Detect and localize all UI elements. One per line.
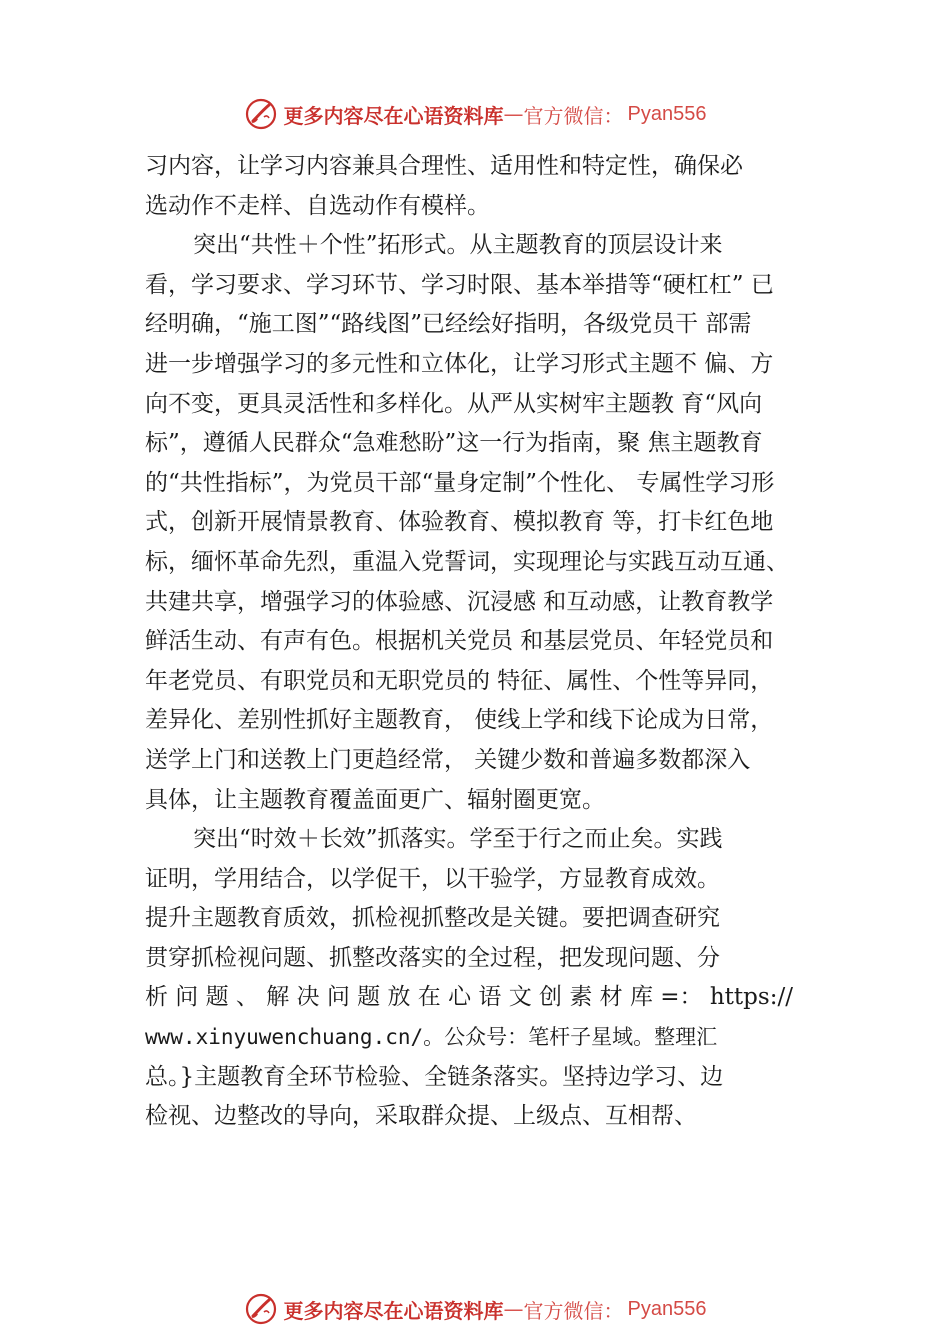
footer-banner <box>0 1289 950 1329</box>
brush-logo-icon <box>244 97 278 131</box>
body-line: 习内容，让学习内容兼具合理性、适用性和特定性，确保必 <box>145 153 743 179</box>
body-line: 的“共性指标”，为党员干部“量身定制”个性化、 专属性学习形 <box>145 469 775 496</box>
body-line: 提升主题教育质效，抓检视抓整改是关键。要把调查研究 <box>145 905 720 932</box>
header-wechat-id: Pyan556 <box>627 102 707 125</box>
body-line: 贯穿抓检视问题、抓整改落实的全过程，把发现问题、分 <box>145 944 720 971</box>
body-line: 鲜活生动、有声有色。根据机关党员 和基层党员、年轻党员和 <box>145 628 774 655</box>
body-line: 差异化、差别性抓好主题教育， 使线上学和线下论成为日常， <box>145 707 774 734</box>
footer-wechat-id: Pyan556 <box>627 1297 707 1320</box>
body-line: 看，学习要求、学习环节、学习时限、基本举措等“硬杠杠” 已 <box>145 271 774 298</box>
body-line: 向不变，更具灵活性和多样化。从严从实树牢主题教 育“风向 <box>145 390 763 417</box>
body-line: 标”，遵循人民群众“急难愁盼”这一行为指南，聚 焦主题教育 <box>145 430 763 457</box>
body-line: 选动作不走样、自选动作有模样。 <box>145 192 490 219</box>
body-line: 证明，学用结合，以学促干，以干验学，方显教育成效。 <box>145 865 720 892</box>
paragraph-heading-line: 突出“时效＋长效”抓落实。学至于行之而止矣。实践 <box>193 826 723 853</box>
body-line: 总。}主题教育全环节检验、全链条落实。坚持边学习、边 <box>145 1063 724 1090</box>
body-line: 共建共享，增强学习的体验感、沉浸感 和互动感，让教育教学 <box>145 588 774 615</box>
header-dash: — <box>503 102 524 126</box>
header-brand-text: 更多内容尽在心语资料库 <box>283 103 504 128</box>
body-line: 经明确，“施工图”“路线图”已经绘好指明，各级党员干 部需 <box>145 311 752 338</box>
footer-wechat-label: 官方微信： <box>523 1298 624 1323</box>
body-line: 年老党员、有职党员和无职党员的 特征、属性、个性等异同， <box>145 667 774 694</box>
body-line: 进一步增强学习的多元性和立体化，让学习形式主题不 偏、方 <box>145 350 774 377</box>
brush-logo-icon <box>244 1292 278 1326</box>
document-body <box>145 147 845 1137</box>
footer-dash: — <box>503 1297 524 1321</box>
body-line: 检视、边整改的导向，采取群众提、上级点、互相帮、 <box>145 1103 697 1130</box>
paragraph-heading-line: 突出“共性＋个性”拓形式。从主题教育的顶层设计来 <box>193 232 723 259</box>
body-line: 送学上门和送教上门更趋经常， 关键少数和普遍多数都深入 <box>145 746 751 773</box>
header-wechat-label: 官方微信： <box>523 103 624 128</box>
url-line: www.xinyuwenchuang.cn/。公众号：笔杆子星域。整理汇 <box>145 1025 718 1050</box>
body-line: 析 问 题 、 解 决 问 题 放 在 心 语 文 创 素 材 库 =： https:// <box>145 984 793 1011</box>
body-line: 标，缅怀革命先烈，重温入党誓词，实现理论与实践互动互通、 <box>145 548 789 575</box>
body-line: 具体，让主题教育覆盖面更广、辐射圈更宽。 <box>145 786 605 813</box>
footer-brand-text: 更多内容尽在心语资料库 <box>283 1298 504 1323</box>
body-line: 式，创新开展情景教育、体验教育、模拟教育 等，打卡红色地 <box>145 509 774 536</box>
header-banner <box>0 94 950 134</box>
